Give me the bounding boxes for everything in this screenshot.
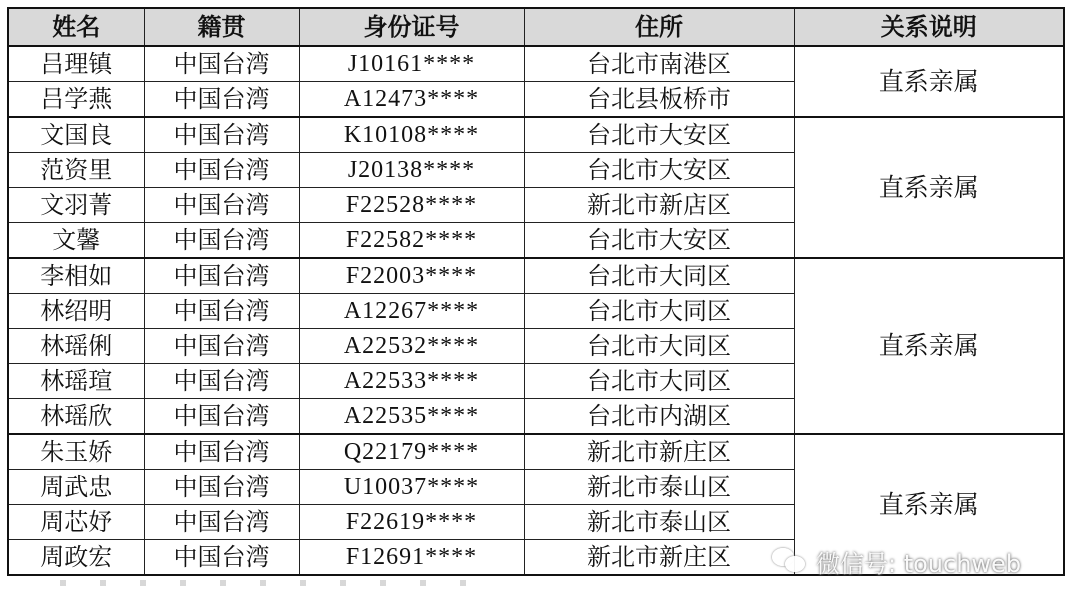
- cell-origin: 中国台湾: [144, 82, 299, 118]
- table-row: [8, 434, 1064, 470]
- cell-origin: 中国台湾: [144, 505, 299, 540]
- cell-address: 台北市大同区: [524, 294, 794, 329]
- cell-relation: 直系亲属: [794, 117, 1064, 258]
- cell-origin: 中国台湾: [144, 188, 299, 223]
- cell-id-number: J20138****: [299, 153, 524, 188]
- cell-id-number: F12691****: [299, 540, 524, 576]
- table-row: [8, 117, 1064, 153]
- cell-id-number: A22533****: [299, 364, 524, 399]
- cell-origin: 中国台湾: [144, 223, 299, 259]
- cell-name: 李相如: [8, 258, 144, 294]
- cell-id-number: F22619****: [299, 505, 524, 540]
- cell-origin: 中国台湾: [144, 364, 299, 399]
- cell-relation: 直系亲属: [794, 434, 1064, 575]
- cell-address: 台北市大安区: [524, 153, 794, 188]
- header-relation: 关系说明: [794, 8, 1064, 46]
- cell-name: 林瑶瑄: [8, 364, 144, 399]
- cell-name: 范资里: [8, 153, 144, 188]
- wechat-watermark: [772, 543, 1021, 579]
- cell-address: 台北市大同区: [524, 258, 794, 294]
- cell-name: 周芯妤: [8, 505, 144, 540]
- table-row: [8, 258, 1064, 294]
- cell-name: 吕理镇: [8, 46, 144, 82]
- table-header-row: [8, 8, 1064, 46]
- cell-address: 台北市大安区: [524, 223, 794, 259]
- cell-id-number: F22003****: [299, 258, 524, 294]
- cell-address: 台北市大安区: [524, 117, 794, 153]
- cell-name: 文羽菁: [8, 188, 144, 223]
- cell-address: 新北市新店区: [524, 188, 794, 223]
- cell-origin: 中国台湾: [144, 329, 299, 364]
- table-row: [8, 46, 1064, 82]
- cell-origin: 中国台湾: [144, 153, 299, 188]
- header-name: 姓名: [8, 8, 144, 46]
- cell-address: 台北市大同区: [524, 364, 794, 399]
- cell-address: 台北市南港区: [524, 46, 794, 82]
- cell-id-number: A12267****: [299, 294, 524, 329]
- cell-name: 周武忠: [8, 470, 144, 505]
- cell-id-number: U10037****: [299, 470, 524, 505]
- cell-id-number: A22535****: [299, 399, 524, 435]
- cell-origin: 中国台湾: [144, 470, 299, 505]
- cell-name: 林瑶俐: [8, 329, 144, 364]
- cell-id-number: Q22179****: [299, 434, 524, 470]
- cell-address: 新北市新庄区: [524, 434, 794, 470]
- cell-origin: 中国台湾: [144, 258, 299, 294]
- cell-origin: 中国台湾: [144, 399, 299, 435]
- watermark-text: 微信号: touchweb: [816, 549, 1022, 578]
- cell-address: 新北市泰山区: [524, 470, 794, 505]
- cell-address: 新北市新庄区: [524, 540, 794, 576]
- wechat-icon: [772, 546, 808, 576]
- cell-id-number: F22528****: [299, 188, 524, 223]
- cell-address: 台北市内湖区: [524, 399, 794, 435]
- cell-name: 林瑶欣: [8, 399, 144, 435]
- cell-origin: 中国台湾: [144, 434, 299, 470]
- relatives-table-container: [7, 7, 1063, 576]
- header-address: 住所: [524, 8, 794, 46]
- cell-name: 文国良: [8, 117, 144, 153]
- cell-origin: 中国台湾: [144, 540, 299, 576]
- cell-origin: 中国台湾: [144, 46, 299, 82]
- cell-name: 吕学燕: [8, 82, 144, 118]
- cell-name: 周政宏: [8, 540, 144, 576]
- cell-name: 林绍明: [8, 294, 144, 329]
- cell-id-number: J10161****: [299, 46, 524, 82]
- cell-origin: 中国台湾: [144, 117, 299, 153]
- cell-name: 朱玉娇: [8, 434, 144, 470]
- cell-address: 台北县板桥市: [524, 82, 794, 118]
- cell-id-number: A22532****: [299, 329, 524, 364]
- cell-id-number: F22582****: [299, 223, 524, 259]
- cell-origin: 中国台湾: [144, 294, 299, 329]
- cell-name: 文馨: [8, 223, 144, 259]
- cell-address: 台北市大同区: [524, 329, 794, 364]
- cell-id-number: K10108****: [299, 117, 524, 153]
- cell-address: 新北市泰山区: [524, 505, 794, 540]
- relatives-table: [7, 7, 1065, 576]
- cell-relation: 直系亲属: [794, 258, 1064, 434]
- cell-relation: 直系亲属: [794, 46, 1064, 117]
- header-origin: 籍贯: [144, 8, 299, 46]
- cell-id-number: A12473****: [299, 82, 524, 118]
- cropped-text-remnant: [60, 580, 500, 586]
- header-id-number: 身份证号: [299, 8, 524, 46]
